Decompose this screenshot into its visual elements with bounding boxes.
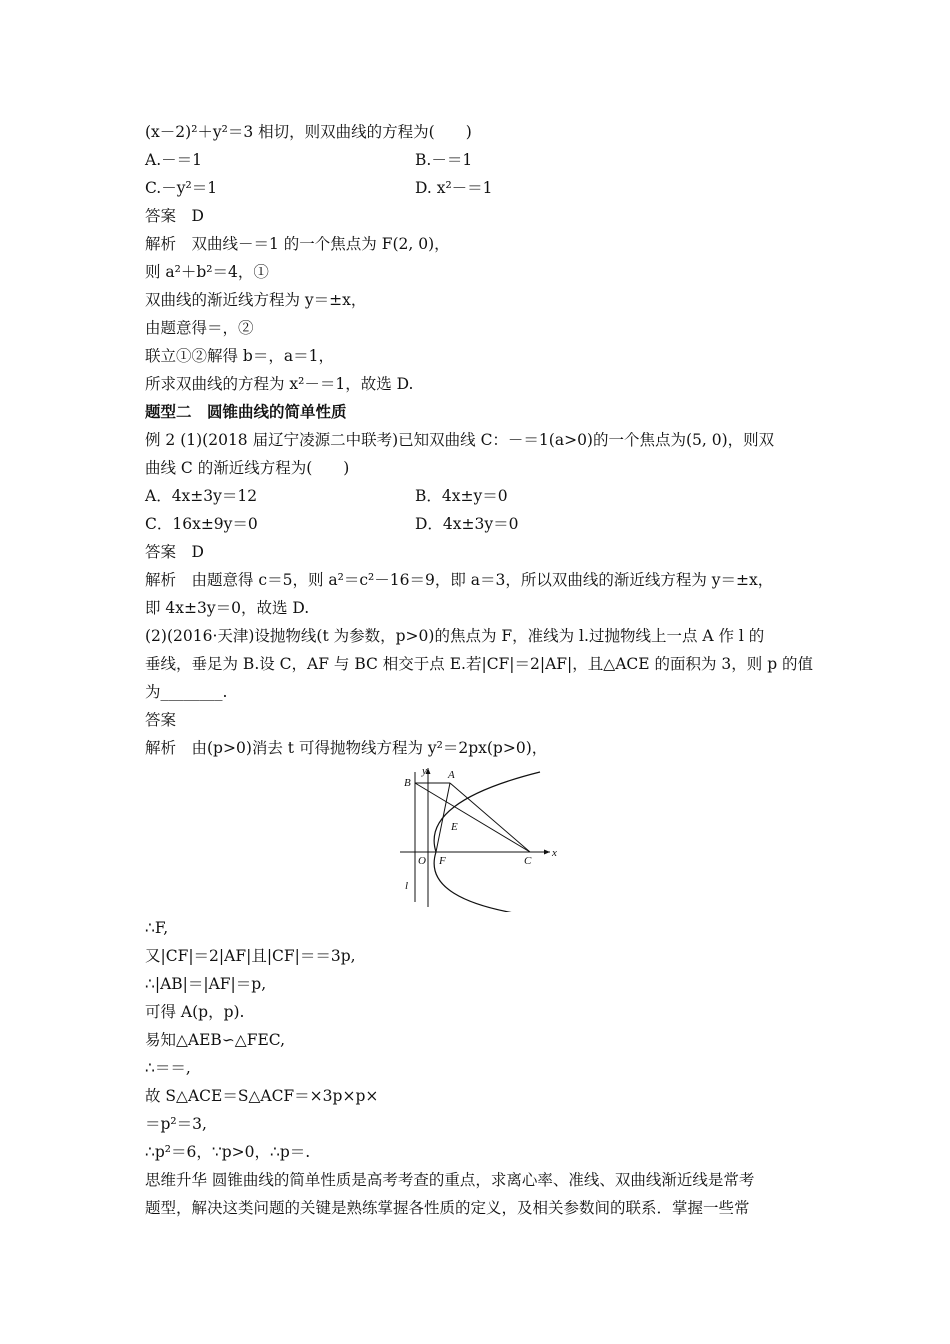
text-line: 联立①②解得 b＝，a＝1， <box>145 347 334 365</box>
option-a: A.－＝1 <box>145 151 202 169</box>
label-l: l <box>405 880 409 892</box>
label-y: y <box>422 765 427 777</box>
text-line: 所求双曲线的方程为 x²－＝1，故选 D. <box>145 375 414 393</box>
label-c: C <box>524 855 532 867</box>
text-line: 故 S△ACE＝S△ACF＝×3p×p× <box>145 1087 379 1105</box>
text-line: 题型，解决这类问题的关键是熟练掌握各性质的定义，及相关参数间的联系．掌握一些常 <box>145 1199 750 1217</box>
segment-bc <box>415 783 530 852</box>
section-heading: 题型二 圆锥曲线的简单性质 <box>145 403 347 421</box>
text-line: 解析 由题意得 c＝5，则 a²＝c²－16＝9，即 a＝3，所以双曲线的渐近线方程为 y＝±x， <box>145 571 774 589</box>
text-line: 则 a²＋b²＝4，① <box>145 263 269 281</box>
text-line: ∴|AB|＝|AF|＝p, <box>145 975 267 993</box>
label-a: A <box>448 769 455 781</box>
text-line: (2)(2016·天津)设抛物线(t 为参数，p>0)的焦点为 F，准线为 l.过抛物线上一点 A 作 l 的 <box>145 627 765 645</box>
text-line: (x－2)²＋y²＝3 相切，则双曲线的方程为( ) <box>145 123 472 141</box>
label-o: O <box>418 855 426 867</box>
parabola-curve <box>434 772 540 912</box>
segment-af <box>436 783 450 852</box>
label-e: E <box>451 821 458 833</box>
option-d: D. x²－＝1 <box>415 179 493 197</box>
text-line: 曲线 C 的渐近线方程为( ) <box>145 459 350 477</box>
text-line: ∴＝＝, <box>145 1059 191 1077</box>
text-line: 垂线，垂足为 B.设 C，AF 与 BC 相交于点 E.若|CF|＝2|AF|，且△ACE 的面积为 3，则 p 的值 <box>145 655 814 673</box>
text-line: 又|CF|＝2|AF|且|CF|＝＝3p, <box>145 947 356 965</box>
text-line: 可得 A(p，p). <box>145 1003 245 1021</box>
text-line: 即 4x±3y＝0，故选 D. <box>145 599 310 617</box>
parabola-figure <box>390 762 565 912</box>
label-x: x <box>552 847 557 859</box>
label-f: F <box>439 855 446 867</box>
text-line: 易知△AEB∽△FEC, <box>145 1031 286 1049</box>
text-line: ∴F, <box>145 919 169 937</box>
option-c: C.－y²＝1 <box>145 179 218 197</box>
text-line: 由题意得＝，② <box>145 319 254 337</box>
option-b: B.－＝1 <box>415 151 473 169</box>
text-line: 双曲线的渐近线方程为 y＝±x， <box>145 291 367 309</box>
text-line: ∴p²＝6，∵p>0，∴p＝. <box>145 1143 311 1161</box>
label-b: B <box>404 777 411 789</box>
text-line: 解析 由(p>0)消去 t 可得抛物线方程为 y²＝2px(p>0)， <box>145 739 548 757</box>
option-a: A．4x±3y＝12 <box>145 487 258 505</box>
option-c: C．16x±9y＝0 <box>145 515 258 533</box>
segment-ac <box>450 783 530 852</box>
text-line: 解析 双曲线－＝1 的一个焦点为 F(2, 0)， <box>145 235 450 253</box>
answer: 答案 <box>145 711 177 729</box>
x-arrow-icon <box>544 850 550 855</box>
answer: 答案 D <box>145 207 204 225</box>
option-b: B．4x±y＝0 <box>415 487 508 505</box>
answer: 答案 D <box>145 543 204 561</box>
option-d: D．4x±3y＝0 <box>415 515 519 533</box>
text-line: ＝p²＝3, <box>145 1115 207 1133</box>
text-line: 为________. <box>145 683 228 701</box>
text-line: 思维升华 圆锥曲线的简单性质是高考考查的重点，求离心率、准线、双曲线渐近线是常考 <box>145 1171 755 1189</box>
text-line: 例 2 (1)(2018 届辽宁凌源二中联考)已知双曲线 C：－＝1(a>0)的一个焦点为(5, 0)，则双 <box>145 431 775 449</box>
